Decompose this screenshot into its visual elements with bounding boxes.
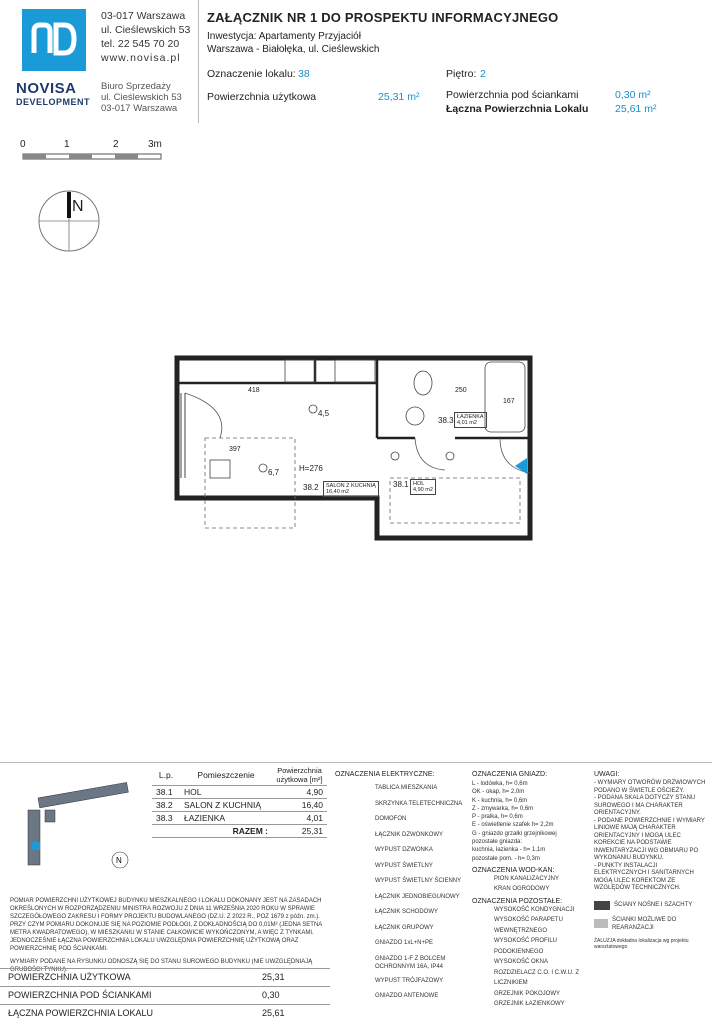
logo-subtitle: DEVELOPMENT [16,97,91,107]
under-walls-label: Powierzchnia pod ściankami [446,89,579,101]
legend-sockets: OZNACZENIA GNIAZD: L - lodówka, h= 0,6m OK - okap, h= 2,0m K - kuchnia, h= 0,6m Z - zmywarka, h= 0,6m P - pralka, h= 0,6m E - oświetlenie szafek h= 2,2m G - gniazdo grzałki grzejnikowej pozostałe gniazda: kuchnia, łazienka - h= 1,1m pozostałe pom. - h= 0,3m OZNACZENIA WOD-KAN: PION KANALIZACYJNY KRAN OGRODOWY OZNACZENIA POZOSTAŁE: WYSOKOŚĆ KONDYGNACJI WYSOKOŚĆ PARAPETU WEWNĘTRZNEGO WYSOKOŚĆ PROFILU PODOKIENNEGO WYSOKOŚĆ OKNA ROZDZIELACZ C.O. I C.W.U. Z LICZNIKIEM GRZEJNIK POKOJOWY GRZEJNIK ŁAZIENKOWY [472,771,580,1008]
measurement-note-2: WYMIARY PODANE NA RYSUNKU ODNOSZĄ SIĘ DO STANU SUROWEGO BUDYNKU (NIE UWZGLĘDNIAJĄ GRUBOŚCI TYNKU). [10,959,313,973]
room-382-number: 38.2 [303,483,319,492]
total-area-label: Łączna Powierzchnia Lokalu [446,103,589,115]
measurement-note: POMIAR POWIERZCHNI UŻYTKOWEJ BUDYNKU MIESZKALNEGO I LOKALU DOKONANY JEST NA ZASADACH OKREŚLONYCH W ROZPORZĄDZENIU MINISTRA ROZWOJU Z DNIA 11 WRZEŚNIA 2020 ROKU W SPRAWIE SZCZEGÓŁOWEGO ZAKRESU I FORMY PROJEKTU BUDOWLANEGO (DZ.U. Z 2022 R., POZ 1679 z późn. zm.). PRZY CZYM POMIARU DOKONUJE SIĘ NA POZIOMIE PODŁOGI, Z DOKŁADNOŚCIĄ DO 0,01M² (JEDNA SETNA METRA KWADRATOWEGO), W MIESZKANIU W STANIE CAŁKOWICIE WYKOŃCZONYM, A WIĘC Z TYNKAMI. JEDNOCZEŚNIE ŁĄCZNA POWIERZCHNIA LOKALU UWZGLĘDNIA POWIERZCHNIĘ UŻYTKOWĄ ORAZ POWIERZCHNIĘ POD ŚCIANKAMI. [10,898,322,952]
dim-side: 167 [503,398,515,405]
room-383-label: ŁAZIENKA 4,01 m2 [454,412,487,428]
unit-value: 38 [298,68,310,80]
total-area-value: 25,61 m² [615,103,657,115]
floor-value: 2 [480,68,486,80]
table-total-row: RAZEM : 25,31 [152,825,327,838]
rooms-table: L.p. Pomieszczenie Powierzchnia użytkowa [m²] 38.1 HOL 4,90 38.2 SALON Z KUCHNIĄ 16,40 38.3 ŁAZIENKA 4,01 RAZEM : 25,31 [152,765,327,838]
sales-office: Biuro Sprzedaży ul. Cieślewskich 53 03-017 Warszawa [101,81,182,114]
summary-row-usable: POWIERZCHNIA UŻYTKOWA 25,31 [0,968,330,986]
svg-text:N: N [116,856,122,865]
remarks: UWAGI: - WYMIARY OTWORÓW DRZWIOWYCH PODANO W ŚWIETLE OŚCIEŻY. - PODANA SKALA DOTYCZY STANU SUROWEGO I MA CHARAKTER ORIENTACYJNY. - PODANE POWIERZCHNIE I WYMIARY LINIOWE MAJĄ CHARAKTER ORIENTACYJNY I MOGĄ ULEC KOREKCIE NA PODSTAWIE INWENTARYZACJI WG OBMIARU PO WYKONANIU BUDYNKU. - PUNKTY INSTALACJI ELEKTRYCZNYCH I SANITARNYCH MOGĄ ULEC KOREKTOM ZE WZGLĘDÓW TECHNICZNYCH. ŚCIANY NOŚNE I SZACHTY ŚCIANKI MOŻLIWE DO REARANŻACJI ŻALUZJA dokładna lokalizacja wg projektu warsztatowego [594,771,706,950]
bearing-wall-swatch [594,901,610,910]
scale-bar [22,153,164,161]
compass [36,188,102,254]
logo-name: NOVISA [16,80,77,97]
room-383-number: 38.3 [438,416,454,425]
usable-area-label: Powierzchnia użytkowa [207,91,317,103]
bottom-divider [0,762,712,763]
left-dim: 397 [229,446,241,453]
partition-swatch [594,919,608,928]
room-height: H=276 [299,464,323,473]
investment-info: Inwestycja: Apartamenty Przyjaciół Warszawa - Białołęka, ul. Cieślewskich [207,31,380,55]
scale-labels: 0 1 2 3m [20,139,162,150]
dim-bath: 250 [455,387,467,394]
table-row: 38.2 SALON Z KUCHNIĄ 16,40 [152,799,327,812]
compass-north-label: N [72,198,84,215]
lamp-value: 4,5 [318,409,330,418]
floor-plan [155,338,535,558]
legend-electric: OZNACZENIA ELEKTRYCZNE: TABLICA MIESZKANIA SKRZYNKA TELETECHNICZNA DOMOFON ŁĄCZNIK DZWONKOWY WYPUST DZWONKA WYPUST ŚWIETLNY WYPUST ŚWIETLNY ŚCIENNY ŁĄCZNIK JEDNOBIEGUNOWY ŁĄCZNIK SCHODOWY ŁĄCZNIK GRUPOWY GNIAZDO 1xL+N+PE GNIAZDO 1-F Z BOLCEM OCHRONNYM 16A, IP44 WYPUST TRÓJFAZOWY GNIAZDO ANTENOWE [335,771,463,999]
lamp-value-2: 6,7 [268,468,280,477]
unit-label: Oznaczenie lokalu: [207,68,296,80]
table-row: 38.1 HOL 4,90 [152,786,327,799]
header-divider [198,0,199,123]
room-381-number: 38.1 [393,480,409,489]
room-381-label: HOL 4,90 m2 [410,479,436,495]
room-382-label: SALON Z KUCHNIĄ 16,40 m2 [323,481,379,497]
summary-row-under-walls: POWIERZCHNIA POD ŚCIANKAMI 0,30 [0,986,330,1004]
under-walls-value: 0,30 m² [615,89,651,101]
novisa-logo [22,9,86,71]
site-map [10,770,150,882]
table-row: 38.3 ŁAZIENKA 4,01 [152,812,327,825]
document-title: ZAŁĄCZNIK NR 1 DO PROSPEKTU INFORMACYJNEGO [207,10,559,25]
floor-label: Piętro: [446,68,477,80]
dim-top: 418 [248,387,260,394]
company-address: 03-017 Warszawa ul. Cieślewskich 53 tel. 22 545 70 20 www.novisa.pl [101,10,191,64]
usable-area-value: 25,31 m² [378,91,420,103]
summary-row-total: ŁĄCZNA POWIERZCHNIA LOKALU 25,61 [0,1004,330,1022]
